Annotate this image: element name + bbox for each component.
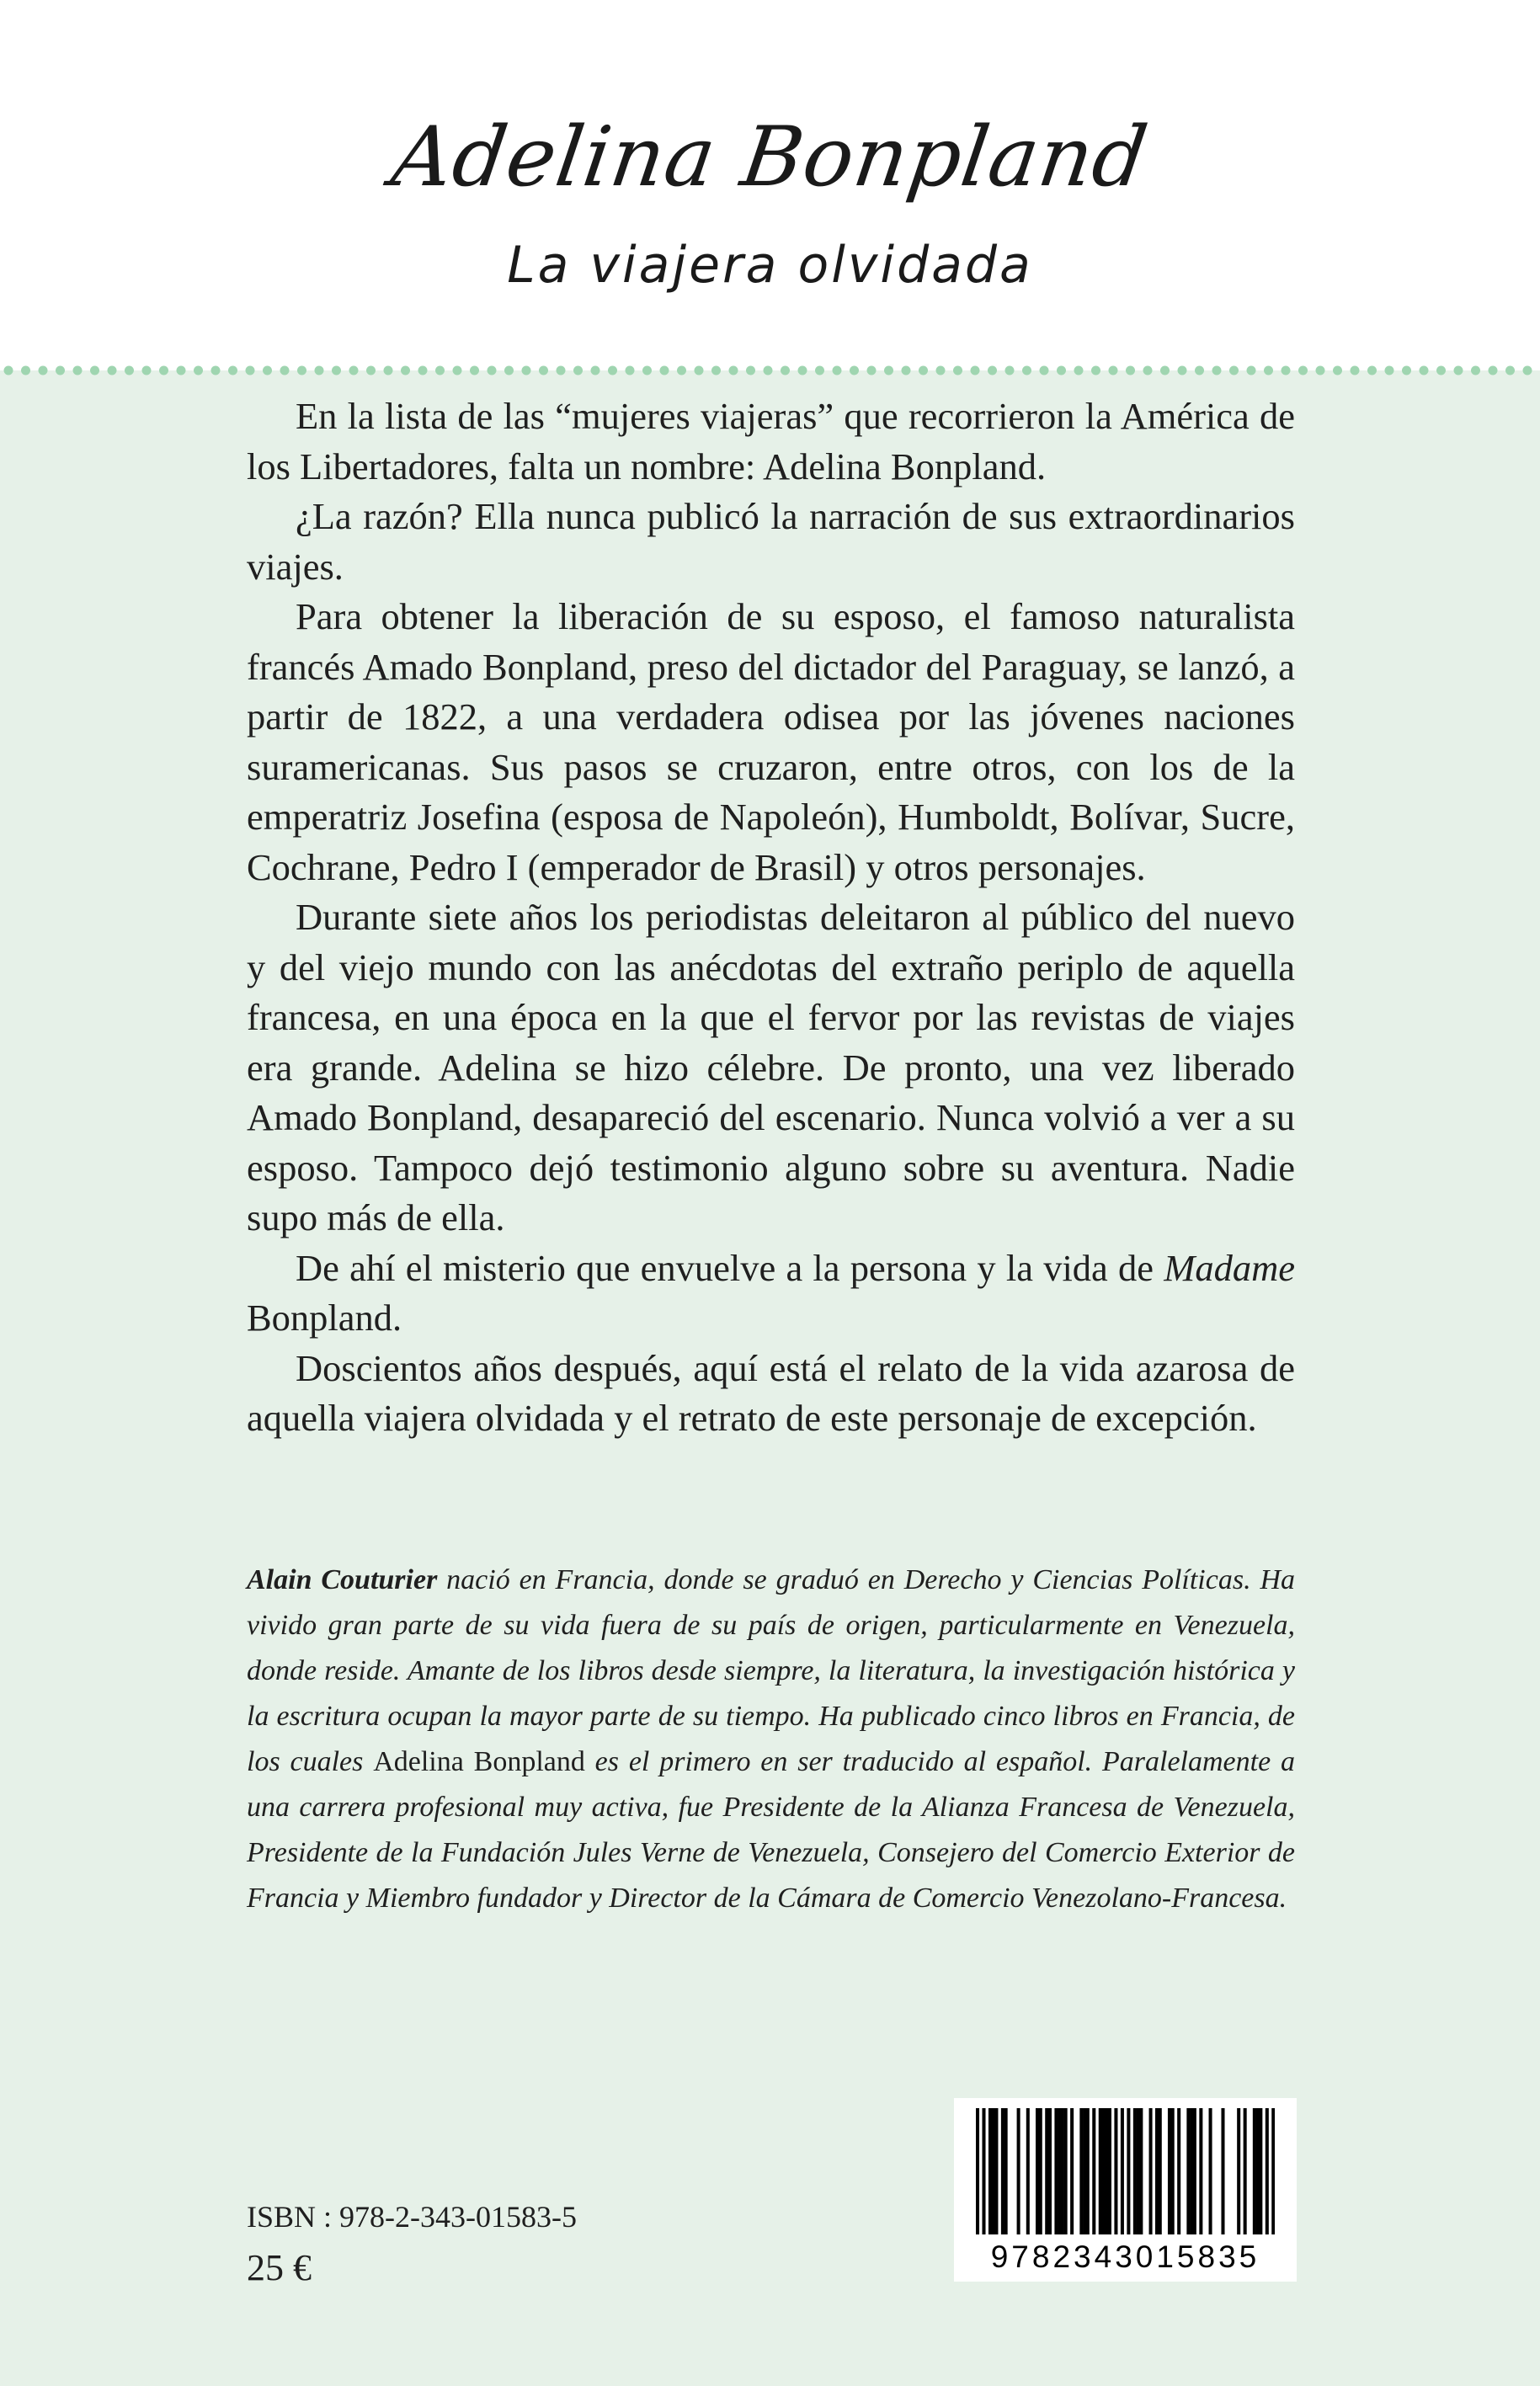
divider-dot [608,366,617,375]
divider-dot [677,366,686,375]
barcode-bar [1237,2108,1240,2234]
divider-dot [315,366,324,375]
barcode-bar [1083,2108,1086,2234]
price: 25 € [247,2247,312,2288]
divider-dot [470,366,479,375]
divider-dot [1126,366,1135,375]
divider-dot [1178,366,1187,375]
divider-dot [1264,366,1273,375]
divider-dot [1247,366,1256,375]
barcode-bar [1064,2108,1068,2234]
barcode-bar [1159,2108,1162,2234]
blurb-paragraph: Durante siete años los periodistas deleitaron al público del nuevo y del viejo mundo con las anécdotas del extraño periplo de aquella francesa, en una época en la que el fervor por las revistas de viajes era grande. Adelina se hizo célebre. De pronto, una vez liberado Amado Bonpland, desapareció del escenario. Nunca volvió a ver a su esposo. Tampoco dejó testimonio alguno sobre su aventura. Nadie supo más de ella. [247,896,1295,1238]
divider-dot [695,366,704,375]
barcode-bar [1137,2108,1140,2234]
barcode-bar [1061,2108,1064,2234]
divider-dot [660,366,669,375]
barcode-bar [1193,2108,1196,2234]
barcode-bar [1133,2108,1137,2234]
divider-dot [1436,366,1446,375]
barcode-bar [1121,2108,1124,2234]
divider-dot [194,366,203,375]
divider-dot [1316,366,1325,375]
divider-dot [711,366,721,375]
divider-dot [1057,366,1066,375]
divider-dot [539,366,548,375]
divider-dot [1040,366,1049,375]
barcode-bar [1048,2108,1052,2234]
barcode-bar [1039,2108,1042,2234]
divider-dot [557,366,566,375]
divider-dot [1005,366,1015,375]
author-bio: Alain Couturier nació en Francia, donde se graduó en Derecho y Ciencias Políticas. Ha vivido gran parte de su vida fuera de su país de origen, particularmente en Venezuela, donde reside. Amante de los libros desde siempre, la literatura, la investigación histórica y la escritura ocupan la mayor parte de su tiempo. Ha publicado cinco libros en Francia, de los cuales Adelina Bonpland es el primero en ser traducido al español. Paralelamente a una carrera profesional muy activa, fue Presidente de la Alianza Francesa de Venezuela, Presidente de la Fundación Jules Verne de Venezuela, Consejero del Comercio Exterior de Francia y Miembro fundador y Director de la Cámara de Comercio Venezolano-Francesa. [247,1564,1295,1914]
divider-dot [1091,366,1100,375]
divider-dot [108,366,117,375]
barcode-bar [994,2108,998,2234]
barcode-bar [1244,2108,1247,2234]
divider-dot [4,366,13,375]
divider-dot [73,366,83,375]
barcode-bar [1171,2108,1175,2234]
divider-dot [504,366,514,375]
barcode-bar [1079,2108,1083,2234]
barcode-bar [1127,2108,1130,2234]
isbn: ISBN : 978-2-343-01583-5 [247,2200,577,2234]
divider-dot [884,366,893,375]
barcode-bar [1253,2108,1256,2234]
book-title: Adelina Bonpland [386,109,1154,205]
barcode-bar [1271,2108,1275,2234]
divider-dot [573,366,583,375]
barcode-bar [1099,2108,1102,2234]
barcode-bar [1101,2108,1105,2234]
divider-dot [349,366,359,375]
divider-dot [297,366,306,375]
divider-dot [833,366,842,375]
divider-dot [850,366,859,375]
barcode-bar [1221,2108,1224,2234]
divider-dot [263,366,272,375]
divider-dot [764,366,773,375]
barcode-digits: 9782343015835 [990,2240,1260,2274]
divider-dot [798,366,807,375]
barcode-bar [1259,2108,1262,2234]
divider-dot [159,366,168,375]
divider-dot [1367,366,1377,375]
divider-dot [988,366,997,375]
divider-dot [1109,366,1118,375]
barcode-bar [982,2108,985,2234]
barcode-bar [1092,2108,1095,2234]
divider-dot [488,366,497,375]
blurb-paragraph: ¿La razón? Ella nunca publicó la narración de sus extraordinarios viajes. [247,495,1295,588]
divider-dot [626,366,635,375]
blurb-paragraph: En la lista de las “mujeres viajeras” que recorrieron la América de los Libertadores, falta un nombre: Adelina Bonpland. [247,395,1295,487]
divider-dot [1489,366,1498,375]
divider-dot [401,366,410,375]
divider-dot [56,366,65,375]
divider-dot [1505,366,1515,375]
divider-dot [1074,366,1084,375]
divider-dot [1282,366,1291,375]
barcode-bar [1004,2108,1008,2234]
divider-dot [522,366,531,375]
barcode-bar [1266,2108,1269,2234]
divider-dot [953,366,962,375]
blurb-paragraph: De ahí el misterio que envuelve a la persona y la vida de Madame Bonpland. [247,1246,1295,1339]
barcode [954,2098,1297,2282]
barcode-bar [1190,2108,1193,2234]
barcode-bar [1149,2108,1153,2234]
divider-dot [435,366,445,375]
divider-dot [366,366,376,375]
divider-dot [384,366,393,375]
barcode-bar [988,2108,992,2234]
barcode-bar [1045,2108,1048,2234]
back-cover-blurb [247,391,1295,1444]
divider-dot [1471,366,1480,375]
divider-dot [453,366,462,375]
divider-dot [1351,366,1360,375]
divider-dot [177,366,186,375]
barcode-bars [976,2108,1275,2243]
divider-dot [246,366,255,375]
divider-dot [1160,366,1170,375]
divider-dot [332,366,341,375]
divider-dot [418,366,428,375]
divider-dot [971,366,980,375]
divider-dot [228,366,237,375]
divider-dot [1298,366,1308,375]
barcode-bar [976,2108,979,2234]
divider-dot [1333,366,1342,375]
divider-dot [815,366,824,375]
divider-dot [1195,366,1204,375]
divider-dot [867,366,877,375]
divider-dot [1229,366,1239,375]
barcode-bar [1036,2108,1039,2234]
barcode-bar [1155,2108,1159,2234]
barcode-bar [1070,2108,1074,2234]
divider-dot [1523,366,1532,375]
blurb-paragraph: Para obtener la liberación de su esposo, el famoso naturalista francés Amado Bonpland, preso del dictador del Paraguay, se lanzó, a partir de 1822, a una verdadera odisea por las jóvenes naciones suramericanas. Sus pasos se cruzaron, entre otros, con los de la emperatriz Josefina (esposa de Napoleón), Humboldt, Bolívar, Sucre, Cochrane, Pedro I (emperador de Brasil) y otros personajes. [247,595,1295,888]
divider-dot [280,366,290,375]
divider-dot [1143,366,1153,375]
barcode-bar [1256,2108,1260,2234]
divider-dot [211,366,221,375]
dotted-divider [0,360,1540,381]
divider-dot [90,366,99,375]
divider-dot [936,366,946,375]
author-name: Alain Couturier [247,1564,438,1595]
divider-dot [1454,366,1463,375]
divider-dot [39,366,48,375]
divider-dot [1402,366,1411,375]
barcode-bar [1108,2108,1111,2234]
barcode-bar [1086,2108,1090,2234]
barcode-bar [1168,2108,1171,2234]
divider-dot [902,366,911,375]
barcode-bar [1177,2108,1180,2234]
divider-dot [781,366,790,375]
divider-dot [729,366,738,375]
barcode-bar [1017,2108,1020,2234]
divider-dot [919,366,928,375]
barcode-bar [992,2108,995,2234]
divider-dot [142,366,152,375]
barcode-bar [1186,2108,1190,2234]
divider-dot [746,366,755,375]
book-subtitle: La viajera olvidada [507,236,1033,295]
divider-dot [642,366,652,375]
barcode-bar [1001,2108,1004,2234]
divider-dot [21,366,30,375]
barcode-bar [1026,2108,1030,2234]
barcode-bar [1139,2108,1143,2234]
divider-dot [1420,366,1429,375]
book-reference: Adelina Bonpland [373,1746,585,1777]
barcode-bar [1058,2108,1061,2234]
barcode-bar [1105,2108,1108,2234]
divider-dot [1385,366,1394,375]
divider-dot [591,366,600,375]
barcode-bar [1054,2108,1058,2234]
barcode-bar [1199,2108,1202,2234]
divider-dot [125,366,134,375]
divider-dot [1212,366,1222,375]
blurb-paragraph: Doscientos años después, aquí está el relato de la vida azarosa de aquella viajera olvidada y el retrato de este personaje de excepción. [247,1346,1295,1439]
divider-dot [1022,366,1031,375]
barcode-bar [1209,2108,1212,2234]
barcode-bar [1114,2108,1117,2234]
